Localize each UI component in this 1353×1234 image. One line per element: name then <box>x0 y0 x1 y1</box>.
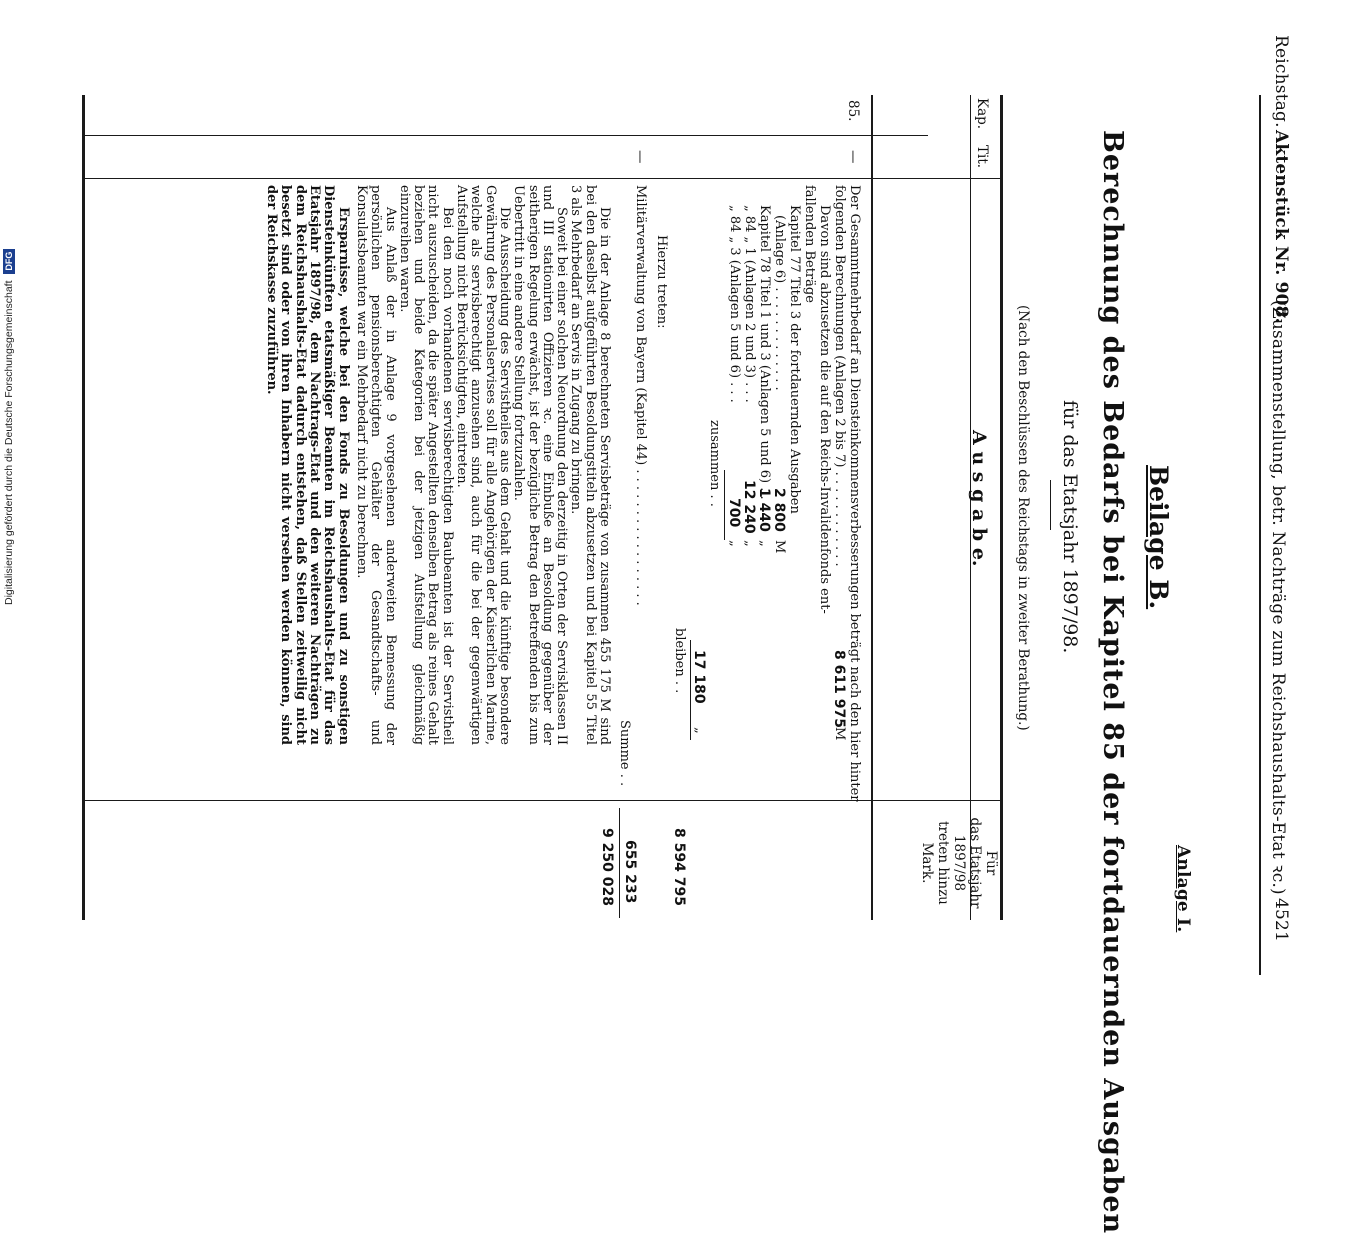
deduction-amount: 700 <box>726 498 742 528</box>
notes-block <box>264 185 611 745</box>
summe-label: Summe . . <box>617 720 632 787</box>
header-aktenstueck: Aktenstück Nr. 908. <box>1271 130 1291 324</box>
entry1-gross-amount: 8 611 975 <box>831 650 847 728</box>
beilage-heading: Beilage B. <box>1144 465 1173 610</box>
table-top-rule <box>1000 95 1003 920</box>
reichstag-note: (Nach den Beschlüssen des Reichstags in zweiter Berathung.) <box>1015 305 1031 731</box>
entry1-line-3: Davon sind abzusetzen die auf den Reichs-Invalidenfonds ent- <box>817 205 832 614</box>
note-paragraph: Bei den noch vorhandenen servisberechtigten Baubeamten ist der Servistheil nicht auszuscheiden, da die später Angestellten denselben Betrag als reines Gehalt beziehen und beide Kategorien bei der jetzigen Aufstellung gleichmäßig einzureihen waren. <box>396 185 455 745</box>
deduction-label: „ 84 „ 3 (Anlagen 5 und 6) . . . <box>727 205 742 403</box>
page-subtitle: für das Etatsjahr 1897/98. <box>1059 400 1081 654</box>
deduction-label: Kapitel 78 Titel 1 und 3 (Anlagen 5 und 6) . . <box>757 205 772 500</box>
table-header-bottom-rule <box>871 95 873 920</box>
amount-header-line: das Etatsjahr <box>967 817 983 909</box>
deduction-unit: „ <box>727 540 742 547</box>
header-left: Reichstag. <box>1271 35 1291 128</box>
note-paragraph: Die Ausscheidung des Servistheiles aus dem Gehalt und die künftige besondere Gewährung des Personalservises soll für alle Angehörigen der Kaiserlichen Marine, welche als servisberechtigt anzusehen sind, auch für die bei der gegenwärtigen Aufstellung nicht Berücksichtigten, eintreten. <box>454 185 512 745</box>
entry1-line-2: folgenden Berechnungen (Anlagen 2 bis 7) . . . . . . . . . . . . <box>832 185 847 567</box>
page-number: 4521 <box>1271 898 1291 943</box>
deduction-unit: „ <box>742 540 757 547</box>
header-rule <box>1259 95 1261 975</box>
deduction-label-cont: (Anlage 6) . . . . . . . . . . . . . <box>772 215 787 391</box>
entry1-gross-unit: M <box>832 727 847 741</box>
kap-tit-divider <box>83 135 928 136</box>
bleiben-amount: 8 594 795 <box>671 828 687 906</box>
title-divider <box>1050 480 1051 530</box>
amount-header-line: Mark. <box>919 842 935 884</box>
note-paragraph: Die in der Anlage 8 berechneten Servisbeträge von zusammen 455 175 M sind bei den daselbst aufgeführten Besoldungstiteln abzusetzen und bei Kapitel 55 Titel 3 als Mehrbedarf an Servis in Zugang zu bringen. <box>568 185 612 745</box>
col-ausgabe-header: A u s g a b e. <box>968 430 990 567</box>
amount-col-rule <box>83 800 1003 801</box>
tit-value: — <box>845 150 861 164</box>
deduction-unit: „ <box>757 540 772 547</box>
anlage-label: Anlage I. <box>1173 845 1193 933</box>
entry2-tit: — <box>632 150 648 164</box>
entry2-text: Militärverwaltung von Bayern (Kapitel 44) . . . . . . . . . . . . . . . . . <box>633 185 648 606</box>
col-tit-header: Tit. <box>974 145 990 169</box>
col-amount-header <box>919 808 999 918</box>
zusammen-amount: 17 180 <box>691 650 707 704</box>
kap-value: 85. <box>845 100 861 122</box>
deduction-label: Kapitel 77 Titel 3 der fortdauernden Ausgaben <box>787 205 802 514</box>
bleiben-rule <box>690 640 691 740</box>
dfg-logo: DFG <box>3 249 15 274</box>
deduction-amount: 1 440 <box>756 488 772 532</box>
deduction-amount: 12 240 <box>741 480 757 534</box>
zusammen-unit: „ <box>692 727 707 734</box>
amount-header-line: treten hinzu <box>935 821 951 905</box>
entry1-line-4: fallenden Beträge <box>802 185 817 303</box>
deduction-unit: M <box>772 540 787 554</box>
kap-col-rule <box>83 178 1003 179</box>
note-paragraph-bold: Ersparnisse, welche bei den Fonds zu Besoldungen und zu sonstigen Diensteinkünften etatsmäßiger Beamten im Reichshaushalts-Etat für das Etatsjahr 1897/98, dem Nachtrags-Etat und den weiteren Nachträgen zu dem Reichshaushalts-Etat dadurch entstehen, daß Stellen zeitweilig nicht besetzt sind oder von ihren Inhabern nicht versehen werden können, sind der Reichskasse zuzuführen. <box>264 185 351 745</box>
zusammen-label: zusammen . . <box>707 420 722 507</box>
deduction-label: „ 84 „ 1 (Anlagen 2 und 3) . . . <box>742 205 757 403</box>
hierzu-label: Hierzu treten: <box>654 235 669 329</box>
bleiben-label: bleiben . . <box>672 628 687 694</box>
deduction-sum-rule <box>724 470 725 540</box>
amount-header-line: 1897/98 <box>951 834 967 892</box>
summe-rule <box>619 808 620 918</box>
entry2-amount: 655 233 <box>622 840 638 904</box>
page-title: Berechnung des Bedarfs bei Kapitel 85 der fortdauernden Ausgaben <box>1097 130 1128 1234</box>
entry1-line-1: Der Gesammtmehrbedarf an Diensteinkommensverbesserungen beträgt nach den hier hinter <box>847 185 862 802</box>
credit-text: Digitalisierung gefördert durch die Deutsche Forschungsgemeinschaft <box>3 280 15 605</box>
note-paragraph: Soweit bei einer solchen Neuordnung den derzeitig in Orten der Servisklassen II und III stationirten Offizieren ꝛc. eine Einbuße an Besoldung gegenüber der seitherigen Regelung erwächst, ist der bezügliche Betrag den Betreffenden bis zum Uebertritt in eine andere Stellung fortzuzahlen. <box>511 185 570 745</box>
col-kap-header: Kap. <box>974 98 990 130</box>
header-center: (Zusammenstellung, betr. Nachträge zum Reichshaushalts-Etat ꝛc.) <box>1268 300 1288 895</box>
note-paragraph: Aus Anlaß der in Anlage 9 vorgesehenen anderweiten Bemessung der persönlichen pensionsberechtigten Gehälter der Gesandtschafts- und Konsulatsbeamten war ein Mehrbedarf nicht zu berechnen. <box>353 185 398 745</box>
amount-header-line: Für <box>983 850 999 876</box>
table-bottom-rule <box>82 95 85 920</box>
summe-amount: 9 250 028 <box>599 828 615 906</box>
deduction-amount: 2 800 <box>771 488 787 532</box>
